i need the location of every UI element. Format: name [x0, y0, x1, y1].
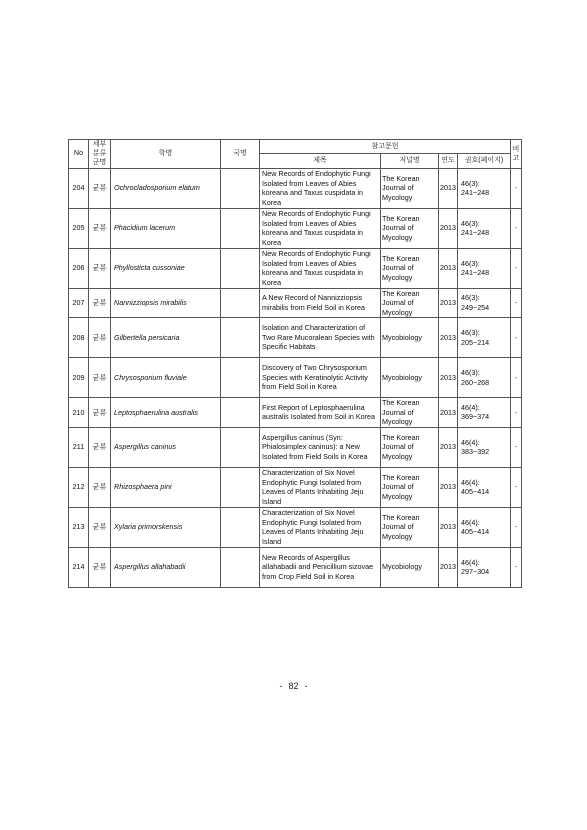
row-group: 균류 [89, 248, 111, 288]
row-korean-name [221, 398, 260, 428]
row-no: 214 [69, 547, 89, 587]
header-no: No [69, 140, 89, 169]
row-no: 211 [69, 427, 89, 467]
row-journal: Mycobiology [381, 318, 439, 358]
row-volume-pages: 46(4): 297~304 [458, 547, 511, 587]
row-scientific-name: Xylaria primorskensis [111, 507, 221, 547]
row-volume-pages: 46(3): 241~248 [458, 168, 511, 208]
row-volume-pages: 46(4): 405~414 [458, 467, 511, 507]
row-title: New Records of Aspergillus allahabadii and Penicillium sizovae from Crop Field Soil in Korea [260, 547, 381, 587]
table-row [69, 427, 522, 467]
table-row [69, 507, 522, 547]
row-korean-name [221, 168, 260, 208]
row-no: 209 [69, 358, 89, 398]
row-note: - [511, 507, 522, 547]
row-no: 213 [69, 507, 89, 547]
species-reference-table [68, 139, 522, 588]
row-no: 207 [69, 288, 89, 318]
row-korean-name [221, 507, 260, 547]
row-scientific-name: Chrysosporium fluviale [111, 358, 221, 398]
table-row [69, 398, 522, 428]
row-year: 2013 [439, 208, 458, 248]
row-note: - [511, 547, 522, 587]
row-korean-name [221, 467, 260, 507]
row-journal: Mycobiology [381, 358, 439, 398]
row-volume-pages: 46(3): 241~248 [458, 248, 511, 288]
table-row [69, 248, 522, 288]
row-journal: The Korean Journal of Mycology [381, 427, 439, 467]
row-note: - [511, 288, 522, 318]
row-note: - [511, 358, 522, 398]
header-year: 연도 [439, 154, 458, 168]
table-row [69, 358, 522, 398]
row-volume-pages: 46(3): 205~214 [458, 318, 511, 358]
row-scientific-name: Aspergillus allahabadii [111, 547, 221, 587]
row-korean-name [221, 427, 260, 467]
row-journal: The Korean Journal of Mycology [381, 208, 439, 248]
row-title: New Records of Endophytic Fungi Isolated from Leaves of Abies koreana and Taxus cuspidata in Korea [260, 168, 381, 208]
row-group: 균류 [89, 398, 111, 428]
row-scientific-name: Aspergillus caninus [111, 427, 221, 467]
row-note: - [511, 248, 522, 288]
row-year: 2013 [439, 358, 458, 398]
page-number-value: 82 [288, 681, 299, 691]
row-title: New Records of Endophytic Fungi Isolated from Leaves of Abies koreana and Taxus cuspidata in Korea [260, 248, 381, 288]
row-group: 균류 [89, 358, 111, 398]
row-volume-pages: 46(4): 405~414 [458, 507, 511, 547]
row-volume-pages: 46(4): 383~392 [458, 427, 511, 467]
row-year: 2013 [439, 547, 458, 587]
row-scientific-name: Rhizosphaera pini [111, 467, 221, 507]
header-reference: 참고문헌 [260, 140, 511, 154]
row-year: 2013 [439, 398, 458, 428]
header-scientific-name: 학명 [111, 140, 221, 169]
row-scientific-name: Phacidium lacerum [111, 208, 221, 248]
table-body [69, 168, 522, 587]
row-scientific-name: Nannizziopsis mirabilis [111, 288, 221, 318]
row-year: 2013 [439, 168, 458, 208]
row-group: 균류 [89, 427, 111, 467]
row-title: A New Record of Nannizziopsis mirabilis from Field Soil in Korea [260, 288, 381, 318]
row-year: 2013 [439, 288, 458, 318]
row-journal: The Korean Journal of Mycology [381, 467, 439, 507]
table-row [69, 318, 522, 358]
table-row [69, 467, 522, 507]
table-row [69, 547, 522, 587]
row-group: 균류 [89, 547, 111, 587]
row-group: 균류 [89, 168, 111, 208]
row-year: 2013 [439, 318, 458, 358]
row-volume-pages: 46(3): 260~268 [458, 358, 511, 398]
row-korean-name [221, 248, 260, 288]
row-no: 204 [69, 168, 89, 208]
row-scientific-name: Gilbertella persicaria [111, 318, 221, 358]
row-journal: The Korean Journal of Mycology [381, 168, 439, 208]
row-journal: The Korean Journal of Mycology [381, 248, 439, 288]
row-note: - [511, 398, 522, 428]
header-journal: 저널명 [381, 154, 439, 168]
row-korean-name [221, 547, 260, 587]
row-no: 205 [69, 208, 89, 248]
row-journal: The Korean Journal of Mycology [381, 507, 439, 547]
row-scientific-name: Leptosphaerulina australis [111, 398, 221, 428]
header-note: 비고 [511, 140, 522, 169]
table-row [69, 208, 522, 248]
row-title: Aspergillus caninus (Syn: Phialosimplex caninus): a New Isolated from Field Soils in Korea [260, 427, 381, 467]
row-group: 균류 [89, 288, 111, 318]
row-year: 2013 [439, 248, 458, 288]
row-note: - [511, 168, 522, 208]
row-title: Isolation and Characterization of Two Rare Mucoralean Species with Specific Habitats [260, 318, 381, 358]
page-number-dash-right: - [304, 681, 308, 691]
row-volume-pages: 46(4): 369~374 [458, 398, 511, 428]
row-scientific-name: Phyllosticta cussoniae [111, 248, 221, 288]
table-row [69, 288, 522, 318]
row-journal: The Korean Journal of Mycology [381, 398, 439, 428]
row-volume-pages: 46(3): 241~248 [458, 208, 511, 248]
row-title: Discovery of Two Chrysosporium Species with Keratinolytic Activity from Field Soil in Korea [260, 358, 381, 398]
row-no: 206 [69, 248, 89, 288]
row-year: 2013 [439, 507, 458, 547]
row-title: First Report of Leptosphaerulina australis Isolated from Soil in Korea [260, 398, 381, 428]
header-subgroup: 세부 분류군명 [89, 140, 111, 169]
row-title: New Records of Endophytic Fungi Isolated from Leaves of Abies koreana and Taxus cuspidata in Korea [260, 208, 381, 248]
row-korean-name [221, 318, 260, 358]
row-year: 2013 [439, 427, 458, 467]
row-no: 210 [69, 398, 89, 428]
row-note: - [511, 208, 522, 248]
row-note: - [511, 467, 522, 507]
page-number-dash-left: - [279, 681, 283, 691]
row-group: 균류 [89, 318, 111, 358]
header-volume-pages: 권호(페이지) [458, 154, 511, 168]
row-no: 208 [69, 318, 89, 358]
row-note: - [511, 318, 522, 358]
row-title: Characterization of Six Novel Endophytic Fungi Isolated from Leaves of Plants Inhabiting Jeju Island [260, 467, 381, 507]
row-journal: Mycobiology [381, 547, 439, 587]
row-no: 212 [69, 467, 89, 507]
table-header [69, 140, 522, 169]
row-korean-name [221, 208, 260, 248]
header-korean-name: 국명 [221, 140, 260, 169]
row-note: - [511, 427, 522, 467]
page-number [0, 681, 587, 691]
row-volume-pages: 46(3): 249~254 [458, 288, 511, 318]
header-title: 제목 [260, 154, 381, 168]
row-group: 균류 [89, 208, 111, 248]
row-group: 균류 [89, 507, 111, 547]
row-year: 2013 [439, 467, 458, 507]
row-korean-name [221, 358, 260, 398]
table-row [69, 168, 522, 208]
row-journal: The Korean Journal of Mycology [381, 288, 439, 318]
row-title: Characterization of Six Novel Endophytic Fungi Isolated from Leaves of Plants Inhabiting Jeju Island [260, 507, 381, 547]
row-scientific-name: Ochrocladosporium elatum [111, 168, 221, 208]
row-korean-name [221, 288, 260, 318]
row-group: 균류 [89, 467, 111, 507]
